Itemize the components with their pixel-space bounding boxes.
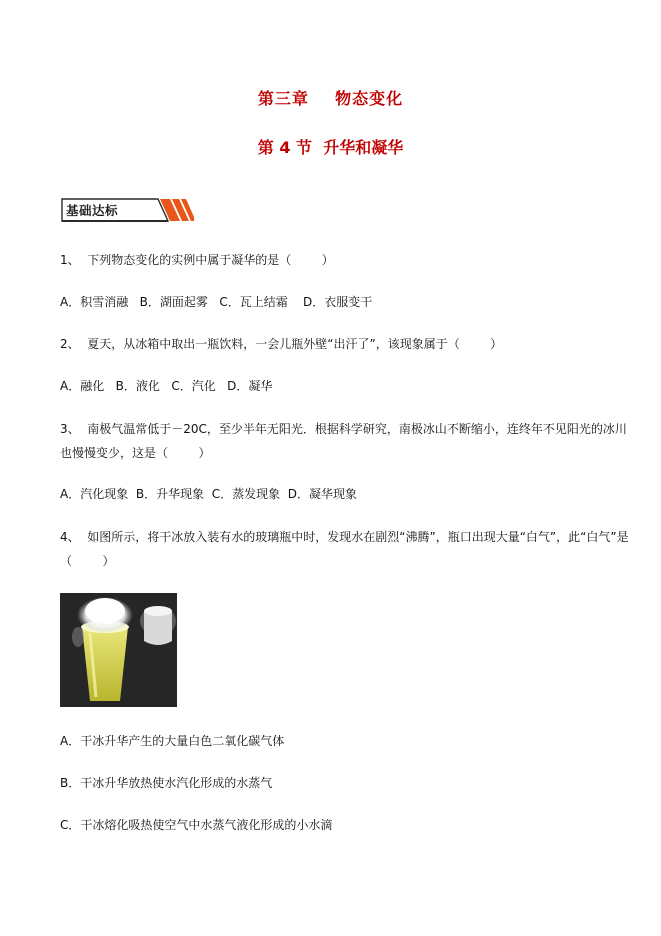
- question-1-stem: 1、 下列物态变化的实例中属于凝华的是（ ）: [60, 253, 334, 267]
- question-3-stem-line-2: 也慢慢变少，这是（ ）: [60, 446, 211, 460]
- question-4-stem-line-2: （ ）: [60, 554, 115, 568]
- section-banner: [60, 196, 194, 224]
- glass-with-dry-ice-icon: [60, 593, 177, 707]
- dry-ice-experiment-image: [60, 593, 177, 707]
- chapter-title: 第三章 物态变化: [257, 89, 404, 108]
- question-4-option-a: A．干冰升华产生的大量白色二氧化碳气体: [60, 734, 285, 748]
- question-2-stem: 2、 夏天，从冰箱中取出一瓶饮料，一会儿瓶外壁“出汗了”，该现象属于（ ）: [60, 337, 503, 351]
- question-3-options: A．汽化现象 B．升华现象 C．蒸发现象 D．凝华现象: [60, 487, 357, 501]
- question-2-options: A．融化 B．液化 C．汽化 D．凝华: [60, 379, 273, 393]
- question-4-option-c: C．干冰熔化吸热使空气中水蒸气液化形成的小水滴: [60, 818, 333, 832]
- section-title: 第 4 节 升华和凝华: [257, 138, 404, 157]
- question-4-option-b: B．干冰升华放热使水汽化形成的水蒸气: [60, 776, 273, 790]
- question-1-options: A．积雪消融 B．湖面起雾 C．瓦上结霜 D．衣服变干: [60, 295, 373, 309]
- question-4-stem-line-1: 4、 如图所示，将干冰放入装有水的玻璃瓶中时，发现水在剧烈“沸腾”，瓶口出现大量“白气”，此“白气”是: [60, 530, 629, 544]
- banner-label: 基础达标: [66, 203, 119, 218]
- question-3-stem-line-1: 3、 南极气温常低于－20C，至少半年无阳光．根据科学研究，南极冰山不断缩小，连终年不见阳光的冰川: [60, 422, 627, 436]
